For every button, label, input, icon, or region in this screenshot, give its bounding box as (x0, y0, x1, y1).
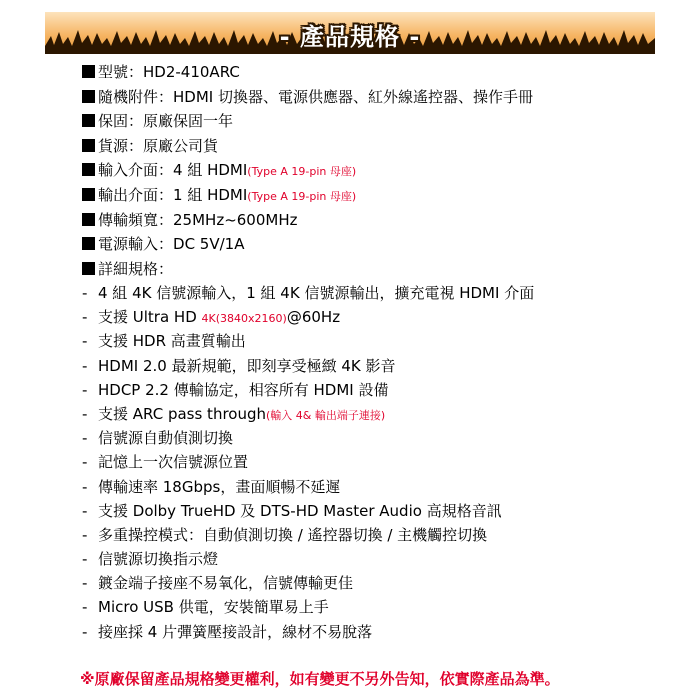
detail-item (82, 329, 682, 353)
section-banner (45, 12, 655, 54)
spec-list (82, 60, 682, 281)
spec-value: HD2-410ARC (143, 63, 240, 81)
dash-marker: - (82, 332, 88, 351)
square-bullet-icon (82, 213, 95, 226)
banner-title: - 產品規格 - (279, 23, 421, 51)
detail-item (82, 450, 682, 474)
detail-text: 鍍金端子接座不易氧化，信號傳輸更佳 (98, 574, 354, 593)
detail-note: 4K(3840x2160) (201, 312, 287, 326)
spec-label: 輸出介面： (98, 185, 174, 204)
spec-label: 詳細規格： (98, 259, 174, 278)
detail-text: 4 組 4K 信號源輸入，1 組 4K 信號源輸出，擴充電視 HDMI 介面 (98, 284, 535, 302)
detail-text: Micro USB 供電，安裝簡單易上手 (98, 598, 329, 617)
detail-text: 信號源自動偵測切換 (98, 429, 234, 448)
spec-value: 25MHz~600MHz (173, 210, 298, 229)
detail-item (82, 620, 682, 644)
detail-item (82, 523, 682, 547)
spec-row-power (82, 232, 682, 257)
square-bullet-icon (82, 262, 95, 275)
detail-item (82, 499, 682, 523)
spec-value: 原廠公司貨 (143, 136, 219, 155)
spec-label: 保固： (98, 112, 144, 131)
square-bullet-icon (82, 163, 95, 176)
detail-text: 支援 Dolby TrueHD 及 DTS-HD Master Audio 高規格音訊 (98, 501, 502, 520)
detail-item (82, 402, 682, 426)
spec-value: 原廠保固一年 (143, 112, 234, 131)
disclaimer-note: ※原廠保留產品規格變更權利，如有變更不另外告知，依實際產品為準。 (80, 670, 560, 688)
spec-row-input (82, 158, 682, 183)
square-bullet-icon (82, 188, 95, 201)
detail-list (82, 281, 682, 644)
spec-value: HDMI 切換器、電源供應器、紅外線遙控器、操作手冊 (173, 87, 533, 106)
square-bullet-icon (82, 237, 95, 250)
spec-row-model (82, 60, 682, 85)
dash-marker: - (82, 525, 88, 544)
spec-label: 貨源： (98, 136, 144, 155)
detail-item (82, 354, 682, 378)
dash-marker: - (82, 550, 88, 569)
spec-label: 傳輸頻寬： (98, 210, 174, 229)
detail-text: HDCP 2.2 傳輸協定，相容所有 HDMI 設備 (98, 380, 389, 399)
spec-label: 輸入介面： (98, 161, 174, 180)
dash-marker: - (82, 284, 88, 302)
dash-marker: - (82, 380, 88, 399)
dash-marker: - (82, 404, 88, 423)
spec-row-warranty (82, 109, 682, 134)
spec-note: (Type A 19-pin 母座) (247, 165, 357, 179)
dash-marker: - (82, 356, 88, 375)
detail-item (82, 571, 682, 595)
dash-marker: - (82, 308, 88, 327)
dash-marker: - (82, 598, 88, 617)
detail-text: 多重操控模式：自動偵測切換 / 遙控器切換 / 主機觸控切換 (98, 525, 488, 544)
detail-item (82, 305, 682, 329)
detail-text: 支援 Ultra HD (98, 308, 202, 327)
detail-item (82, 475, 682, 499)
spec-label: 型號： (98, 63, 144, 81)
spec-row-details (82, 257, 682, 282)
square-bullet-icon (82, 114, 95, 127)
detail-item (82, 281, 682, 305)
dash-marker: - (82, 429, 88, 448)
detail-note: (輸入 4& 輸出端子連接) (266, 408, 386, 422)
dash-marker: - (82, 453, 88, 472)
spec-value: DC 5V/1A (173, 235, 245, 254)
spec-value: 1 組 HDMI (173, 185, 248, 204)
square-bullet-icon (82, 90, 95, 103)
detail-item (82, 595, 682, 619)
detail-text: 傳輸速率 18Gbps，畫面順暢不延遲 (98, 477, 341, 496)
spec-row-output (82, 183, 682, 208)
detail-text: 支援 HDR 高畫質輸出 (98, 332, 246, 351)
detail-text: 接座採 4 片彈簧壓接設計，線材不易脫落 (98, 622, 373, 641)
dash-marker: - (82, 622, 88, 641)
detail-item (82, 378, 682, 402)
spec-value: 4 組 HDMI (173, 161, 248, 180)
detail-text: 信號源切換指示燈 (98, 550, 219, 569)
dash-marker: - (82, 574, 88, 593)
spec-row-bandwidth (82, 208, 682, 233)
spec-row-accessories (82, 85, 682, 110)
detail-text: 支援 ARC pass through (98, 404, 266, 423)
spec-label: 隨機附件： (98, 87, 174, 106)
spec-row-source (82, 134, 682, 159)
detail-tail: @60Hz (286, 308, 341, 327)
spec-note: (Type A 19-pin 母座) (247, 189, 357, 203)
detail-item (82, 547, 682, 571)
detail-item (82, 426, 682, 450)
detail-text: HDMI 2.0 最新規範，即刻享受極緻 4K 影音 (98, 356, 396, 375)
dash-marker: - (82, 477, 88, 496)
dash-marker: - (82, 501, 88, 520)
square-bullet-icon (82, 139, 95, 152)
detail-text: 記憶上一次信號源位置 (98, 453, 249, 472)
square-bullet-icon (82, 65, 95, 78)
spec-label: 電源輸入： (98, 235, 174, 254)
